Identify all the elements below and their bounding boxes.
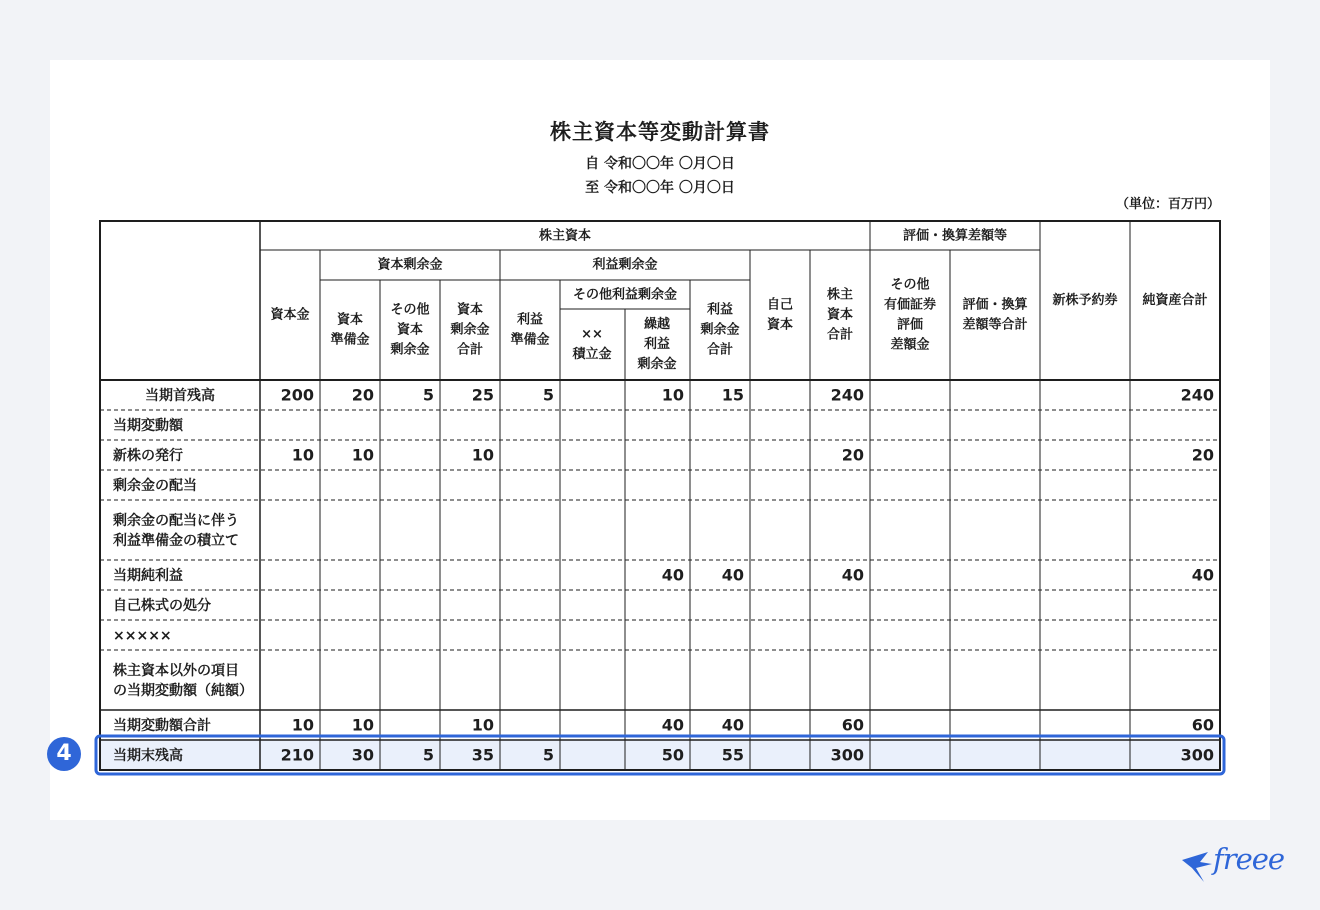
column-header: 資本 (456, 302, 484, 318)
cell-value: 60 (1191, 715, 1214, 735)
cell-value: 240 (830, 385, 864, 405)
column-header: 株主 (826, 287, 854, 303)
cell-value: 5 (542, 745, 554, 765)
column-header: 資本 (336, 312, 364, 328)
cell-value: 50 (661, 745, 684, 765)
column-header: 差額等合計 (962, 317, 1028, 333)
column-header: 差額金 (890, 337, 930, 353)
column-header: その他 (390, 302, 430, 318)
header-rieki-joyokin: 利益剰余金 (592, 257, 658, 273)
column-header: 剰余金 (637, 357, 677, 372)
column-header: 利益 (516, 312, 544, 328)
cell-value: 240 (1180, 385, 1214, 405)
cell-value: 20 (1191, 445, 1214, 465)
cell-value: 20 (351, 385, 374, 405)
header-hyoka-kansan: 評価・換算差額等 (902, 228, 1008, 244)
cell-value: 40 (661, 565, 684, 585)
cell-value: 35 (471, 745, 494, 765)
cell-value: 300 (830, 745, 864, 765)
column-header: その他 (890, 277, 930, 293)
column-header: 合計 (706, 342, 734, 358)
column-header: 資本 (826, 307, 854, 323)
column-header: 資本金 (270, 307, 310, 323)
highlight-row-fill (100, 740, 1220, 770)
cell-value: 10 (351, 445, 374, 465)
column-header: 純資産合計 (1142, 293, 1208, 308)
column-header: ×× (581, 327, 603, 342)
row-label: 利益準備金の積立て (113, 533, 239, 549)
column-header: 資本 (766, 317, 794, 333)
row-label: 当期純利益 (113, 568, 183, 584)
column-header: 資本 (396, 322, 424, 338)
row-label: 当期変動額合計 (113, 718, 211, 734)
row-label: ××××× (113, 628, 172, 644)
cell-value: 40 (841, 565, 864, 585)
column-header: 合計 (826, 327, 854, 343)
row-label: の当期変動額（純額） (113, 683, 253, 699)
cell-value: 10 (291, 715, 314, 735)
cell-value: 5 (422, 385, 434, 405)
cell-value: 30 (351, 745, 374, 765)
period-to: 至 令和〇〇年 〇月〇日 (585, 180, 735, 196)
cell-value: 40 (721, 565, 744, 585)
cell-value: 210 (280, 745, 314, 765)
cell-value: 40 (1191, 565, 1214, 585)
cell-value: 300 (1180, 745, 1214, 765)
cell-value: 10 (661, 385, 684, 405)
column-header: 有価証券 (883, 297, 937, 313)
cell-value: 25 (471, 385, 494, 405)
column-header: 新株予約券 (1052, 293, 1118, 308)
cell-value: 10 (291, 445, 314, 465)
column-header: 利益 (643, 337, 671, 352)
column-header: 自己 (766, 297, 794, 313)
row-label: 当期変動額 (113, 418, 183, 434)
column-header: 準備金 (510, 332, 550, 348)
cell-value: 40 (661, 715, 684, 735)
column-header: 積立金 (572, 347, 612, 362)
column-header: 剰余金 (450, 322, 490, 338)
column-header: 利益 (706, 302, 734, 318)
column-header: 準備金 (330, 332, 370, 348)
cell-value: 5 (542, 385, 554, 405)
cell-value: 10 (351, 715, 374, 735)
cell-value: 40 (721, 715, 744, 735)
period-from: 自 令和〇〇年 〇月〇日 (585, 156, 735, 172)
row-label: 株主資本以外の項目 (113, 663, 239, 679)
cell-value: 55 (721, 745, 744, 765)
header-shihon-joyokin: 資本剰余金 (377, 257, 443, 273)
column-header: 評価 (896, 317, 924, 333)
row-label: 当期首残高 (145, 388, 215, 404)
row-label: 自己株式の処分 (113, 598, 211, 614)
cell-value: 20 (841, 445, 864, 465)
row-label: 剰余金の配当に伴う (113, 513, 239, 529)
cell-value: 15 (721, 385, 744, 405)
column-header: 剰余金 (390, 342, 430, 358)
column-header: 合計 (456, 342, 484, 358)
cell-value: 10 (471, 715, 494, 735)
column-header: 評価・換算 (962, 297, 1028, 313)
freee-logo: freee (1213, 842, 1285, 876)
header-kabunushi-shihon: 株主資本 (538, 228, 592, 244)
unit-label: （単位：百万円） (1115, 197, 1220, 212)
row-label: 剰余金の配当 (113, 478, 197, 494)
cell-value: 10 (471, 445, 494, 465)
header-sonota-rieki-joyokin: その他利益剰余金 (572, 287, 678, 303)
row-label: 新株の発行 (113, 448, 183, 464)
row-label: 当期末残高 (113, 748, 183, 764)
page-title: 株主資本等変動計算書 (550, 120, 770, 144)
column-header: 剰余金 (700, 322, 740, 338)
cell-value: 200 (280, 385, 314, 405)
step-badge: 4 (47, 737, 81, 771)
cell-value: 5 (422, 745, 434, 765)
cell-value: 60 (841, 715, 864, 735)
column-header: 繰越 (643, 317, 671, 332)
